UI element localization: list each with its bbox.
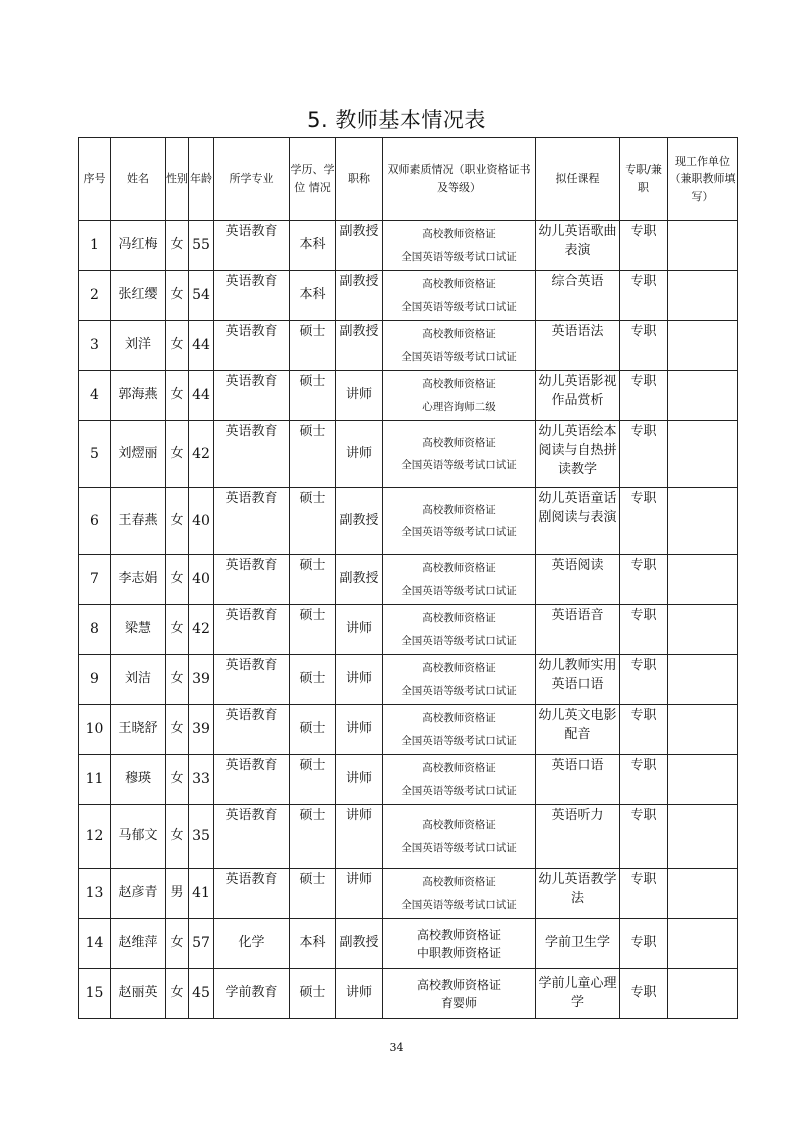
cell-age: 41 — [189, 869, 214, 919]
qualification-line-1: 高校教师资格证 — [422, 228, 496, 241]
cell-gender: 女 — [166, 605, 189, 655]
cell-gender: 女 — [166, 371, 189, 421]
qualification-line-2: 全国英语等级考试口试证 — [401, 250, 517, 263]
cell-education: 硕士 — [290, 605, 336, 655]
table-row — [79, 969, 738, 1019]
cell-major: 学前教育 — [214, 969, 290, 1019]
cell-qualification — [383, 655, 536, 705]
cell-qualification — [383, 221, 536, 271]
cell-type: 专职 — [620, 869, 668, 919]
cell-job-title: 副教授 — [336, 555, 383, 605]
cell-course: 综合英语 — [536, 271, 620, 321]
cell-course: 英语阅读 — [536, 555, 620, 605]
cell-age: 39 — [189, 705, 214, 755]
header-idx: 序号 — [79, 138, 111, 221]
cell-gender: 女 — [166, 271, 189, 321]
cell-job-title: 副教授 — [336, 488, 383, 555]
cell-workplace — [668, 555, 738, 605]
cell-course: 幼儿英文电影配音 — [536, 705, 620, 755]
cell-education: 硕士 — [290, 421, 336, 488]
cell-workplace — [668, 605, 738, 655]
cell-workplace — [668, 755, 738, 805]
cell-idx: 2 — [79, 271, 111, 321]
cell-job-title: 讲师 — [336, 421, 383, 488]
cell-job-title: 副教授 — [336, 221, 383, 271]
cell-workplace — [668, 919, 738, 969]
cell-idx: 9 — [79, 655, 111, 705]
qualification-line-1: 高校教师资格证 — [416, 977, 501, 992]
cell-age: 42 — [189, 605, 214, 655]
qualification-line-1: 高校教师资格证 — [422, 762, 496, 775]
cell-workplace — [668, 371, 738, 421]
cell-qualification — [383, 371, 536, 421]
table-row — [79, 555, 738, 605]
cell-gender: 女 — [166, 488, 189, 555]
cell-type: 专职 — [620, 321, 668, 371]
cell-name: 张红缨 — [111, 271, 166, 321]
cell-job-title: 副教授 — [336, 271, 383, 321]
cell-qualification — [383, 555, 536, 605]
cell-major: 英语教育 — [214, 555, 290, 605]
cell-job-title: 讲师 — [336, 371, 383, 421]
cell-job-title: 讲师 — [336, 805, 383, 869]
table-row — [79, 421, 738, 488]
cell-age: 45 — [189, 969, 214, 1019]
cell-name: 刘洁 — [111, 655, 166, 705]
cell-education: 硕士 — [290, 869, 336, 919]
cell-idx: 12 — [79, 805, 111, 869]
cell-education: 本科 — [290, 271, 336, 321]
cell-qualification — [383, 869, 536, 919]
qualification-line-1: 高校教师资格证 — [422, 503, 496, 516]
page-title: 5. 教师基本情况表 — [307, 108, 486, 132]
table-header-row — [79, 138, 738, 221]
cell-qualification — [383, 321, 536, 371]
cell-education: 硕士 — [290, 969, 336, 1019]
cell-major: 英语教育 — [214, 705, 290, 755]
qualification-line-1: 高校教师资格证 — [422, 612, 496, 625]
header-workplace: 现工作单位（兼职教师填写） — [668, 138, 738, 221]
qualification-line-2: 全国英语等级考试口试证 — [401, 300, 517, 313]
cell-type: 专职 — [620, 805, 668, 869]
cell-workplace — [668, 271, 738, 321]
cell-workplace — [668, 321, 738, 371]
cell-course: 幼儿英语影视作品赏析 — [536, 371, 620, 421]
cell-education: 硕士 — [290, 488, 336, 555]
cell-education: 硕士 — [290, 321, 336, 371]
cell-idx: 5 — [79, 421, 111, 488]
header-qualification: 双师素质情况（职业资格证书及等级） — [383, 138, 536, 221]
cell-major: 英语教育 — [214, 221, 290, 271]
cell-name: 冯红梅 — [111, 221, 166, 271]
cell-gender: 女 — [166, 321, 189, 371]
cell-name: 穆瑛 — [111, 755, 166, 805]
table-row — [79, 805, 738, 869]
qualification-line-2: 育婴师 — [440, 995, 477, 1010]
cell-name: 刘熤丽 — [111, 421, 166, 488]
cell-qualification — [383, 705, 536, 755]
table-row — [79, 755, 738, 805]
cell-age: 57 — [189, 919, 214, 969]
cell-age: 55 — [189, 221, 214, 271]
cell-type: 专职 — [620, 755, 668, 805]
cell-qualification — [383, 271, 536, 321]
teacher-info-table — [78, 137, 738, 1019]
cell-type: 专职 — [620, 555, 668, 605]
cell-qualification — [383, 805, 536, 869]
cell-type: 专职 — [620, 655, 668, 705]
cell-type: 专职 — [620, 919, 668, 969]
cell-workplace — [668, 221, 738, 271]
cell-gender: 女 — [166, 969, 189, 1019]
cell-gender: 男 — [166, 869, 189, 919]
qualification-line-2: 全国英语等级考试口试证 — [401, 841, 517, 854]
cell-type: 专职 — [620, 421, 668, 488]
cell-qualification — [383, 421, 536, 488]
qualification-line-2: 全国英语等级考试口试证 — [401, 584, 517, 597]
header-age: 年龄 — [189, 138, 214, 221]
cell-gender: 女 — [166, 655, 189, 705]
cell-qualification — [383, 969, 536, 1019]
cell-name: 赵丽英 — [111, 969, 166, 1019]
cell-age: 39 — [189, 655, 214, 705]
cell-workplace — [668, 705, 738, 755]
cell-type: 专职 — [620, 488, 668, 555]
cell-major: 英语教育 — [214, 805, 290, 869]
cell-idx: 8 — [79, 605, 111, 655]
cell-idx: 6 — [79, 488, 111, 555]
cell-workplace — [668, 805, 738, 869]
cell-idx: 4 — [79, 371, 111, 421]
cell-age: 44 — [189, 371, 214, 421]
qualification-line-1: 高校教师资格证 — [422, 712, 496, 725]
cell-gender: 女 — [166, 919, 189, 969]
cell-type: 专职 — [620, 271, 668, 321]
cell-course: 幼儿英语绘本阅读与自热拼读教学 — [536, 421, 620, 488]
cell-workplace — [668, 488, 738, 555]
cell-major: 英语教育 — [214, 321, 290, 371]
header-gender: 性别 — [166, 138, 189, 221]
cell-type: 专职 — [620, 969, 668, 1019]
cell-type: 专职 — [620, 605, 668, 655]
header-job-title: 职称 — [336, 138, 383, 221]
cell-course: 学前儿童心理学 — [536, 969, 620, 1019]
cell-education: 本科 — [290, 919, 336, 969]
cell-idx: 14 — [79, 919, 111, 969]
table-row — [79, 655, 738, 705]
cell-major: 化学 — [214, 919, 290, 969]
qualification-line-2: 心理咨询师二级 — [422, 400, 496, 413]
cell-idx: 13 — [79, 869, 111, 919]
header-name: 姓名 — [111, 138, 166, 221]
cell-workplace — [668, 969, 738, 1019]
cell-name: 王晓舒 — [111, 705, 166, 755]
cell-type: 专职 — [620, 705, 668, 755]
cell-age: 33 — [189, 755, 214, 805]
cell-course: 英语口语 — [536, 755, 620, 805]
cell-idx: 10 — [79, 705, 111, 755]
cell-qualification — [383, 919, 536, 969]
table-row — [79, 919, 738, 969]
cell-name: 梁慧 — [111, 605, 166, 655]
cell-gender: 女 — [166, 805, 189, 869]
cell-qualification — [383, 755, 536, 805]
cell-major: 英语教育 — [214, 421, 290, 488]
cell-education: 硕士 — [290, 371, 336, 421]
qualification-line-1: 高校教师资格证 — [422, 436, 496, 449]
cell-idx: 7 — [79, 555, 111, 605]
cell-age: 42 — [189, 421, 214, 488]
cell-job-title: 讲师 — [336, 969, 383, 1019]
qualification-line-1: 高校教师资格证 — [422, 278, 496, 291]
qualification-line-2: 中职教师资格证 — [416, 945, 501, 960]
qualification-line-1: 高校教师资格证 — [422, 378, 496, 391]
qualification-line-2: 全国英语等级考试口试证 — [401, 898, 517, 911]
cell-course: 英语语法 — [536, 321, 620, 371]
cell-idx: 15 — [79, 969, 111, 1019]
cell-course: 英语语音 — [536, 605, 620, 655]
qualification-line-1: 高校教师资格证 — [422, 876, 496, 889]
cell-education: 硕士 — [290, 755, 336, 805]
header-education: 学历、学 位 情况 — [290, 138, 336, 221]
cell-type: 专职 — [620, 221, 668, 271]
cell-name: 郭海燕 — [111, 371, 166, 421]
cell-workplace — [668, 655, 738, 705]
cell-workplace — [668, 421, 738, 488]
cell-course: 幼儿教师实用英语口语 — [536, 655, 620, 705]
header-course: 拟任课程 — [536, 138, 620, 221]
qualification-line-1: 高校教师资格证 — [422, 662, 496, 675]
table-row — [79, 488, 738, 555]
cell-workplace — [668, 869, 738, 919]
cell-job-title: 副教授 — [336, 919, 383, 969]
qualification-line-2: 全国英语等级考试口试证 — [401, 350, 517, 363]
table-row — [79, 705, 738, 755]
cell-education: 本科 — [290, 221, 336, 271]
qualification-line-2: 全国英语等级考试口试证 — [401, 526, 517, 538]
table-row — [79, 371, 738, 421]
qualification-line-2: 全国英语等级考试口试证 — [401, 634, 517, 647]
cell-job-title: 讲师 — [336, 869, 383, 919]
cell-course: 英语听力 — [536, 805, 620, 869]
cell-gender: 女 — [166, 421, 189, 488]
cell-course: 幼儿英语歌曲表演 — [536, 221, 620, 271]
cell-job-title: 讲师 — [336, 605, 383, 655]
cell-age: 35 — [189, 805, 214, 869]
cell-gender: 女 — [166, 555, 189, 605]
cell-education: 硕士 — [290, 805, 336, 869]
cell-age: 40 — [189, 488, 214, 555]
table-body — [79, 221, 738, 1019]
cell-gender: 女 — [166, 221, 189, 271]
cell-name: 赵维萍 — [111, 919, 166, 969]
cell-gender: 女 — [166, 755, 189, 805]
cell-job-title: 讲师 — [336, 755, 383, 805]
qualification-line-2: 全国英语等级考试口试证 — [401, 684, 517, 697]
cell-age: 54 — [189, 271, 214, 321]
cell-type: 专职 — [620, 371, 668, 421]
cell-idx: 3 — [79, 321, 111, 371]
page-number: 34 — [389, 1041, 404, 1054]
qualification-line-2: 全国英语等级考试口试证 — [401, 734, 517, 747]
cell-name: 刘洋 — [111, 321, 166, 371]
cell-major: 英语教育 — [214, 655, 290, 705]
cell-idx: 11 — [79, 755, 111, 805]
cell-age: 44 — [189, 321, 214, 371]
cell-name: 马郁文 — [111, 805, 166, 869]
cell-course: 学前卫生学 — [536, 919, 620, 969]
qualification-line-1: 高校教师资格证 — [422, 328, 496, 341]
table-row — [79, 271, 738, 321]
cell-job-title: 副教授 — [336, 321, 383, 371]
qualification-line-2: 全国英语等级考试口试证 — [401, 459, 517, 471]
cell-idx: 1 — [79, 221, 111, 271]
cell-name: 王春燕 — [111, 488, 166, 555]
table-row — [79, 605, 738, 655]
cell-major: 英语教育 — [214, 371, 290, 421]
cell-gender: 女 — [166, 705, 189, 755]
cell-name: 赵彦青 — [111, 869, 166, 919]
qualification-line-1: 高校教师资格证 — [416, 927, 501, 942]
cell-job-title: 讲师 — [336, 705, 383, 755]
cell-education: 硕士 — [290, 655, 336, 705]
cell-major: 英语教育 — [214, 755, 290, 805]
qualification-line-2: 全国英语等级考试口试证 — [401, 784, 517, 797]
qualification-line-1: 高校教师资格证 — [422, 819, 496, 832]
cell-course: 幼儿英语童话剧阅读与表演 — [536, 488, 620, 555]
header-type: 专职/兼职 — [620, 138, 668, 221]
cell-major: 英语教育 — [214, 271, 290, 321]
cell-name: 李志娟 — [111, 555, 166, 605]
header-major: 所学专业 — [214, 138, 290, 221]
cell-major: 英语教育 — [214, 869, 290, 919]
cell-job-title: 讲师 — [336, 655, 383, 705]
cell-qualification — [383, 605, 536, 655]
qualification-line-1: 高校教师资格证 — [422, 562, 496, 575]
table-row — [79, 321, 738, 371]
cell-education: 硕士 — [290, 705, 336, 755]
cell-qualification — [383, 488, 536, 555]
table-row — [79, 869, 738, 919]
cell-major: 英语教育 — [214, 605, 290, 655]
cell-age: 40 — [189, 555, 214, 605]
cell-education: 硕士 — [290, 555, 336, 605]
table-row — [79, 221, 738, 271]
cell-course: 幼儿英语教学法 — [536, 869, 620, 919]
cell-major: 英语教育 — [214, 488, 290, 555]
